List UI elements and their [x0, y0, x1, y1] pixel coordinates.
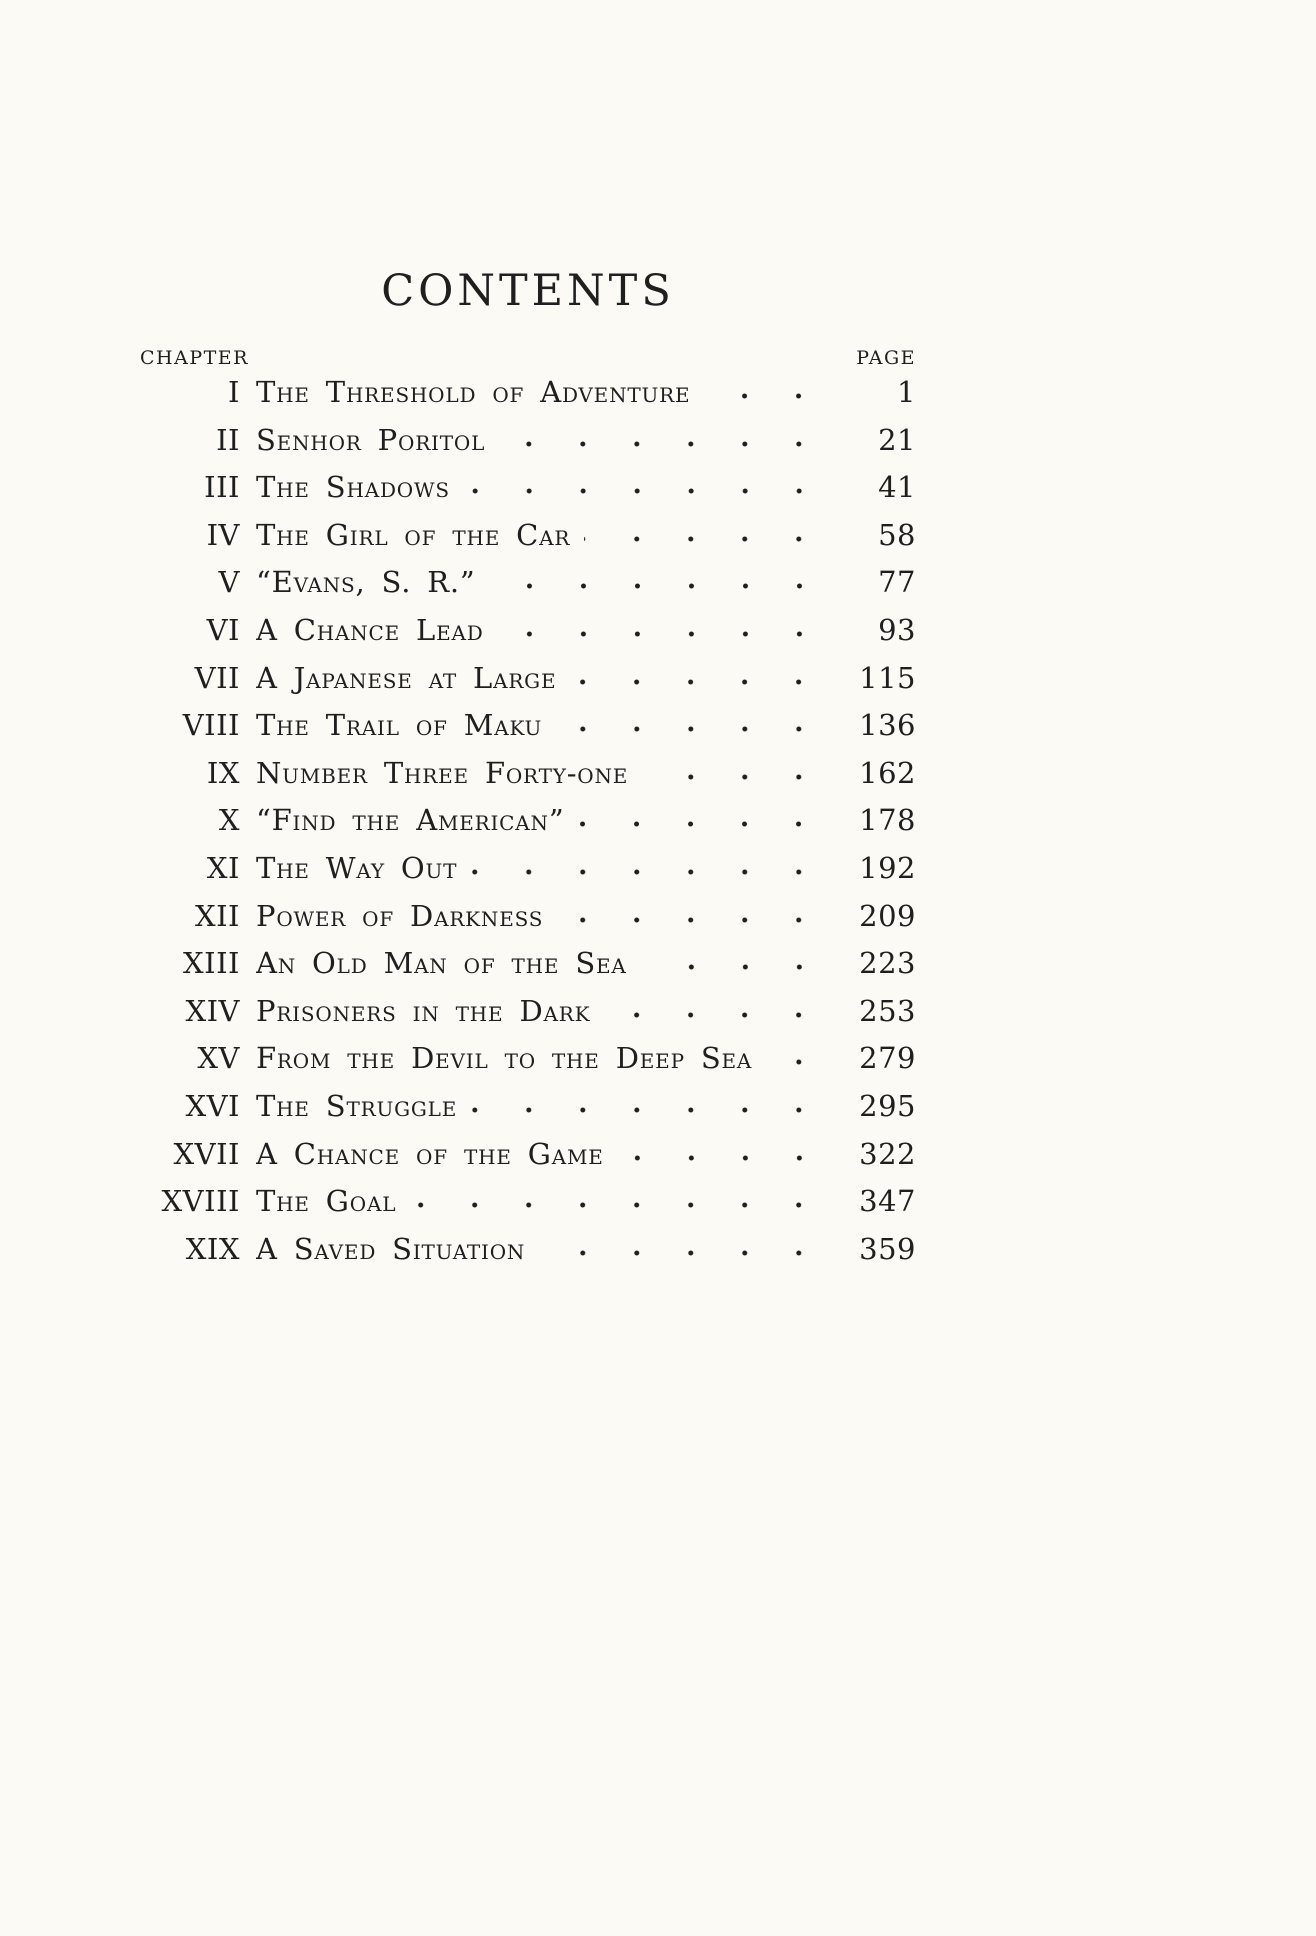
toc-list	[140, 375, 916, 1279]
toc-page: 21	[878, 422, 916, 457]
toc-page: 279	[859, 1041, 916, 1076]
toc-row	[140, 994, 916, 1042]
toc-title: Prisoners in the Dark	[256, 993, 591, 1028]
toc-numeral: XI	[206, 850, 240, 885]
dot-leader	[490, 580, 832, 592]
toc-numeral: XV	[197, 1041, 240, 1076]
toc-numeral: VII	[194, 660, 240, 695]
dot-leader	[766, 1056, 832, 1068]
toc-numeral: XVI	[185, 1088, 240, 1123]
toc-numeral: XIV	[185, 993, 240, 1028]
toc-row	[140, 423, 916, 471]
dot-leader	[570, 676, 832, 688]
toc-title: A Chance of the Game	[256, 1136, 604, 1171]
toc-title: “Find the American”	[256, 803, 565, 838]
contents-section	[140, 266, 916, 1279]
toc-page: 93	[878, 612, 916, 647]
toc-row	[140, 851, 916, 899]
toc-page: 223	[859, 946, 916, 981]
toc-title: “Evans, S. R.”	[256, 565, 476, 600]
toc-title: The Way Out	[256, 850, 458, 885]
dot-leader	[471, 1104, 832, 1116]
toc-numeral: III	[204, 470, 240, 505]
toc-row	[140, 613, 916, 661]
toc-page: 322	[859, 1136, 916, 1171]
toc-page: 359	[859, 1231, 916, 1266]
toc-page: 347	[859, 1184, 916, 1219]
toc-title: Number Three Forty-one	[256, 755, 629, 790]
toc-title: An Old Man of the Sea	[256, 946, 627, 981]
toc-numeral: VIII	[182, 708, 240, 743]
toc-row	[140, 375, 916, 423]
page-title: CONTENTS	[381, 266, 675, 316]
dot-leader	[410, 1199, 832, 1211]
dot-leader	[464, 485, 832, 497]
toc-page: 115	[859, 660, 916, 695]
toc-numeral: XII	[194, 898, 240, 933]
dot-leader	[584, 533, 832, 545]
toc-page: 178	[859, 803, 916, 838]
dot-leader	[499, 438, 832, 450]
dot-leader	[642, 771, 832, 783]
toc-title: A Saved Situation	[256, 1231, 526, 1266]
toc-page: 136	[859, 708, 916, 743]
toc-row	[140, 1041, 916, 1089]
toc-row	[140, 1184, 916, 1232]
toc-title: From the Devil to the Deep Sea	[256, 1041, 753, 1076]
toc-numeral: XIX	[185, 1231, 240, 1266]
toc-numeral: XIII	[182, 946, 240, 981]
toc-numeral: IV	[206, 517, 240, 552]
toc-row	[140, 946, 916, 994]
toc-page: 162	[859, 755, 916, 790]
toc-numeral: XVIII	[161, 1184, 240, 1219]
toc-title: The Struggle	[256, 1088, 458, 1123]
toc-row	[140, 1089, 916, 1137]
toc-row	[140, 708, 916, 756]
toc-numeral: XVII	[173, 1136, 240, 1171]
toc-page: 295	[859, 1088, 916, 1123]
toc-page: 77	[878, 565, 916, 600]
toc-title: The Trail of Maku	[256, 708, 543, 743]
dot-leader	[618, 1152, 832, 1164]
dot-leader	[556, 723, 832, 735]
toc-page: 58	[878, 517, 916, 552]
toc-row	[140, 803, 916, 851]
chapter-column-label: CHAPTER	[140, 347, 249, 369]
dot-leader	[557, 914, 832, 926]
dot-leader	[471, 866, 832, 878]
toc-numeral: II	[216, 422, 240, 457]
toc-page: 1	[897, 375, 916, 409]
toc-title: Senhor Poritol	[256, 422, 486, 457]
toc-numeral: VI	[206, 612, 240, 647]
toc-title: A Chance Lead	[256, 612, 484, 647]
toc-row	[140, 565, 916, 613]
dot-leader	[498, 628, 832, 640]
dot-leader	[704, 390, 832, 402]
toc-title: The Shadows	[256, 470, 450, 505]
toc-title: A Japanese at Large	[256, 660, 557, 695]
toc-numeral: IX	[206, 755, 240, 790]
toc-page: 209	[859, 898, 916, 933]
toc-title: The Goal	[256, 1184, 397, 1219]
toc-row	[140, 1137, 916, 1185]
toc-title: The Girl of the Car	[256, 517, 571, 552]
dot-leader	[604, 1009, 832, 1021]
toc-row	[140, 756, 916, 804]
toc-numeral: I	[228, 375, 240, 409]
toc-page: 253	[859, 993, 916, 1028]
toc-title: Power of Darkness	[256, 898, 544, 933]
toc-numeral: V	[218, 565, 240, 600]
dot-leader	[578, 818, 832, 830]
dot-leader	[539, 1247, 832, 1259]
toc-page: 192	[859, 850, 916, 885]
toc-numeral: X	[218, 803, 240, 838]
toc-row	[140, 1232, 916, 1280]
toc-row	[140, 470, 916, 518]
toc-row	[140, 661, 916, 709]
toc-row	[140, 899, 916, 947]
toc-title: The Threshold of Adventure	[256, 375, 691, 409]
toc-row	[140, 518, 916, 566]
page-column-label: PAGE	[856, 347, 916, 369]
dot-leader	[641, 961, 832, 973]
toc-header	[140, 347, 916, 369]
toc-page: 41	[878, 470, 916, 505]
